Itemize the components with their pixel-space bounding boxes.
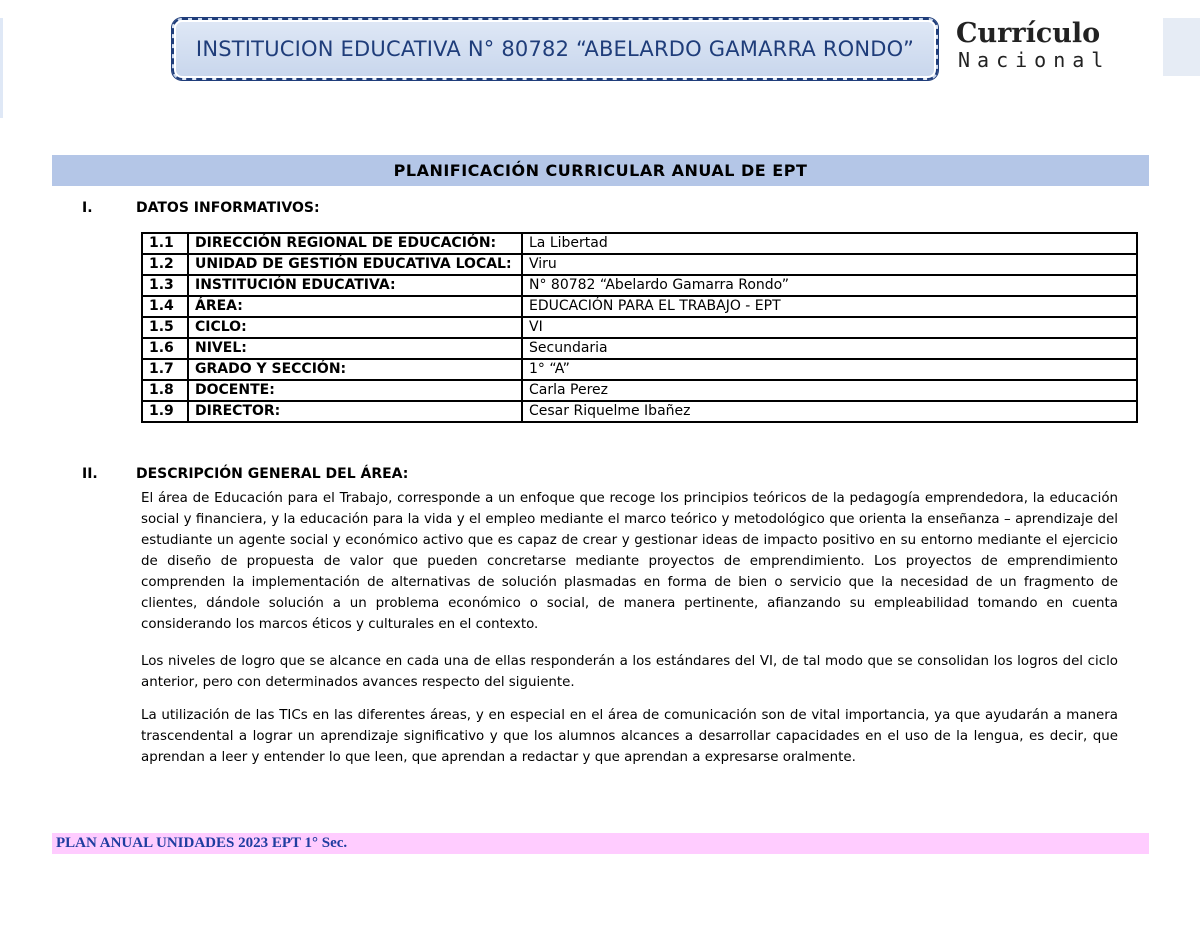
section1-heading: DATOS INFORMATIVOS: xyxy=(136,200,320,216)
row-label: CICLO: xyxy=(188,317,522,338)
table-row xyxy=(142,359,1137,380)
description-paragraph-2: Los niveles de logro que se alcance en cada una de ellas responderán a los estándares del VI, de tal modo que se consolidan los logros del ciclo anterior, pero con determinados avances respecto del siguiente. xyxy=(141,654,1118,690)
row-value: Secundaria xyxy=(522,338,1137,359)
row-label: GRADO Y SECCIÓN: xyxy=(188,359,522,380)
header-edge-line xyxy=(0,18,3,118)
row-label: ÁREA: xyxy=(188,296,522,317)
row-number: 1.8 xyxy=(142,380,188,401)
row-label: DIRECCIÓN REGIONAL DE EDUCACIÓN: xyxy=(188,233,522,254)
row-value: VI xyxy=(522,317,1137,338)
table-row xyxy=(142,254,1137,275)
row-label: DIRECTOR: xyxy=(188,401,522,422)
row-label: INSTITUCIÓN EDUCATIVA: xyxy=(188,275,522,296)
row-number: 1.9 xyxy=(142,401,188,422)
row-value: Cesar Riquelme Ibañez xyxy=(522,401,1137,422)
table-row xyxy=(142,233,1137,254)
section2-number: II. xyxy=(82,466,98,482)
datos-informativos-table xyxy=(141,232,1138,423)
section2-heading: DESCRIPCIÓN GENERAL DEL ÁREA: xyxy=(136,466,409,482)
footer-bar xyxy=(52,833,1149,854)
row-value: N° 80782 “Abelardo Gamarra Rondo” xyxy=(522,275,1137,296)
row-number: 1.4 xyxy=(142,296,188,317)
row-number: 1.7 xyxy=(142,359,188,380)
description-paragraph-3: La utilización de las TICs en las diferentes áreas, y en especial en el área de comunicación son de vital importancia, ya que ayudarán a manera trascendental a lograr un aprendizaje significativo y que los alumnos alcances a desarrollar capacidades en el uso de la lengua, es decir, que aprendan a leer y entender lo que leen, que aprendan a redactar y que aprendan a expresarse oralmente. xyxy=(141,708,1118,765)
logo-side-bar xyxy=(1163,18,1200,76)
row-number: 1.5 xyxy=(142,317,188,338)
row-value: La Libertad xyxy=(522,233,1137,254)
row-label: DOCENTE: xyxy=(188,380,522,401)
document-title: PLANIFICACIÓN CURRICULAR ANUAL DE EPT xyxy=(393,161,808,180)
row-number: 1.3 xyxy=(142,275,188,296)
row-value: Carla Perez xyxy=(522,380,1137,401)
row-number: 1.2 xyxy=(142,254,188,275)
table-row xyxy=(142,380,1137,401)
page-header xyxy=(0,0,1200,118)
institution-banner xyxy=(172,18,938,80)
table-row xyxy=(142,401,1137,422)
row-value: Viru xyxy=(522,254,1137,275)
footer-text: PLAN ANUAL UNIDADES 2023 EPT 1° Sec. xyxy=(56,835,348,851)
table-row xyxy=(142,275,1137,296)
logo-line1: Currículo xyxy=(956,18,1101,49)
institution-title: INSTITUCION EDUCATIVA N° 80782 “ABELARDO GAMARRA RONDO” xyxy=(195,37,915,61)
table-row xyxy=(142,338,1137,359)
row-number: 1.6 xyxy=(142,338,188,359)
row-value: EDUCACIÓN PARA EL TRABAJO - EPT xyxy=(522,296,1137,317)
row-value: 1° “A” xyxy=(522,359,1137,380)
table-row xyxy=(142,317,1137,338)
table-row xyxy=(142,296,1137,317)
logo-line2: Nacional xyxy=(958,48,1111,72)
description-paragraph-1: El área de Educación para el Trabajo, corresponde a un enfoque que recoge los principios teóricos de la pedagogía emprendedora, la educación social y financiera, y la educación para la vida y el empleo mediante el marco teórico y metodológico que orienta la enseñanza – aprendizaje del estudiante un agente social y económico activo que es capaz de crear y gestionar ideas de impacto positivo en su entorno mediante el ejercicio de diseño de propuesta de valor que pueden concretarse mediante proyectos de emprendimiento. Los proyectos de emprendimiento comprenden la implementación de alternativas de solución plasmadas en forma de bien o servicio que la necesidad de un fragmento de clientes, dándole solución a un problema económico o social, de manera pertinente, afianzando su empleabilidad tomando en cuenta considerando los marcos éticos y culturales en el contexto. xyxy=(141,491,1118,632)
document-title-bar xyxy=(52,155,1149,186)
section1-number: I. xyxy=(82,200,93,216)
row-label: UNIDAD DE GESTIÓN EDUCATIVA LOCAL: xyxy=(188,254,522,275)
row-label: NIVEL: xyxy=(188,338,522,359)
curriculo-nacional-logo xyxy=(946,18,1162,76)
row-number: 1.1 xyxy=(142,233,188,254)
